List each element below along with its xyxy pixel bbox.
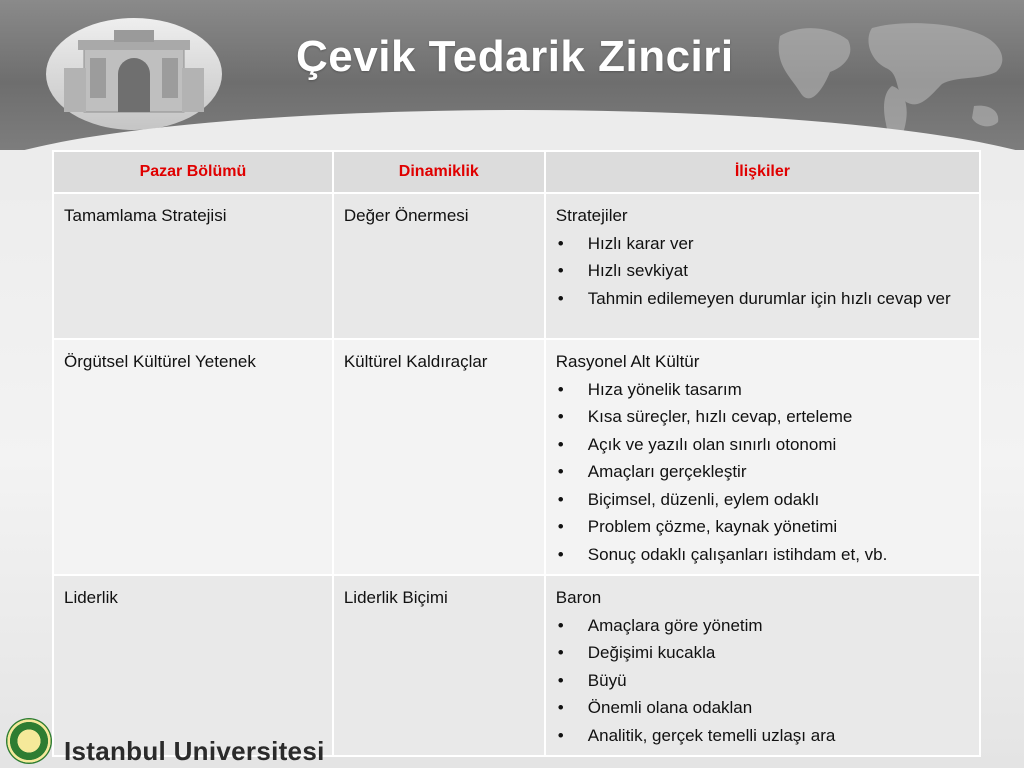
- bullet-item: • Biçimsel, düzenli, eylem odaklı: [556, 486, 969, 514]
- segment-cell: Örgütsel Kültürel Yetenek: [53, 339, 333, 575]
- header-cell-segment: Pazar Bölümü: [53, 151, 333, 193]
- relations-cell: [545, 193, 980, 339]
- bullet-item: • Sonuç odaklı çalışanları istihdam et, vb.: [556, 541, 969, 569]
- bullet-item: • Tahmin edilemeyen durumlar için hızlı cevap ver: [556, 285, 969, 313]
- header-cell-dynamic: Dinamiklik: [333, 151, 545, 193]
- dynamic-cell: Kültürel Kaldıraçlar: [333, 339, 545, 575]
- bullet-item: • Önemli olana odaklan: [556, 694, 969, 722]
- dynamic-cell: Değer Önermesi: [333, 193, 545, 339]
- segment-cell: Liderlik: [53, 575, 333, 756]
- bullet-item: • Hızlı karar ver: [556, 230, 969, 258]
- bullet-item: • Amaçları gerçekleştir: [556, 458, 969, 486]
- bullet-item: • Açık ve yazılı olan sınırlı otonomi: [556, 431, 969, 459]
- relations-title: Stratejiler: [555, 206, 628, 225]
- table-row: [53, 339, 980, 575]
- university-name: Istanbul Universitesi: [64, 736, 325, 766]
- segment-cell: Tamamlama Stratejisi: [53, 193, 333, 339]
- relations-cell: [545, 339, 980, 575]
- bullet-item: • Değişimi kucakla: [556, 639, 969, 667]
- bullet-item: • Hıza yönelik tasarım: [556, 376, 969, 404]
- table-header-row: [53, 151, 980, 193]
- table-row: [53, 193, 980, 339]
- bullet-item: • Analitik, gerçek temelli uzlaşı ara: [556, 722, 969, 750]
- relations-title: Baron: [555, 588, 602, 607]
- bullet-list: [556, 376, 969, 569]
- bullet-item: • Büyü: [556, 667, 969, 695]
- header-cell-relations: İlişkiler: [545, 151, 980, 193]
- bullet-item: • Problem çözme, kaynak yönetimi: [556, 513, 969, 541]
- bullet-list: [556, 230, 969, 313]
- bullet-item: • Amaçlara göre yönetim: [556, 612, 969, 640]
- page-title: Çevik Tedarik Zinciri: [296, 32, 734, 81]
- dynamic-cell: Liderlik Biçimi: [333, 575, 545, 756]
- relations-title: Rasyonel Alt Kültür: [555, 352, 700, 371]
- bullet-item: • Hızlı sevkiyat: [556, 257, 969, 285]
- university-seal-icon: [6, 718, 52, 764]
- content-table: [52, 150, 981, 757]
- university-gate-image: [44, 12, 224, 130]
- bullet-item: • Kısa süreçler, hızlı cevap, erteleme: [556, 403, 969, 431]
